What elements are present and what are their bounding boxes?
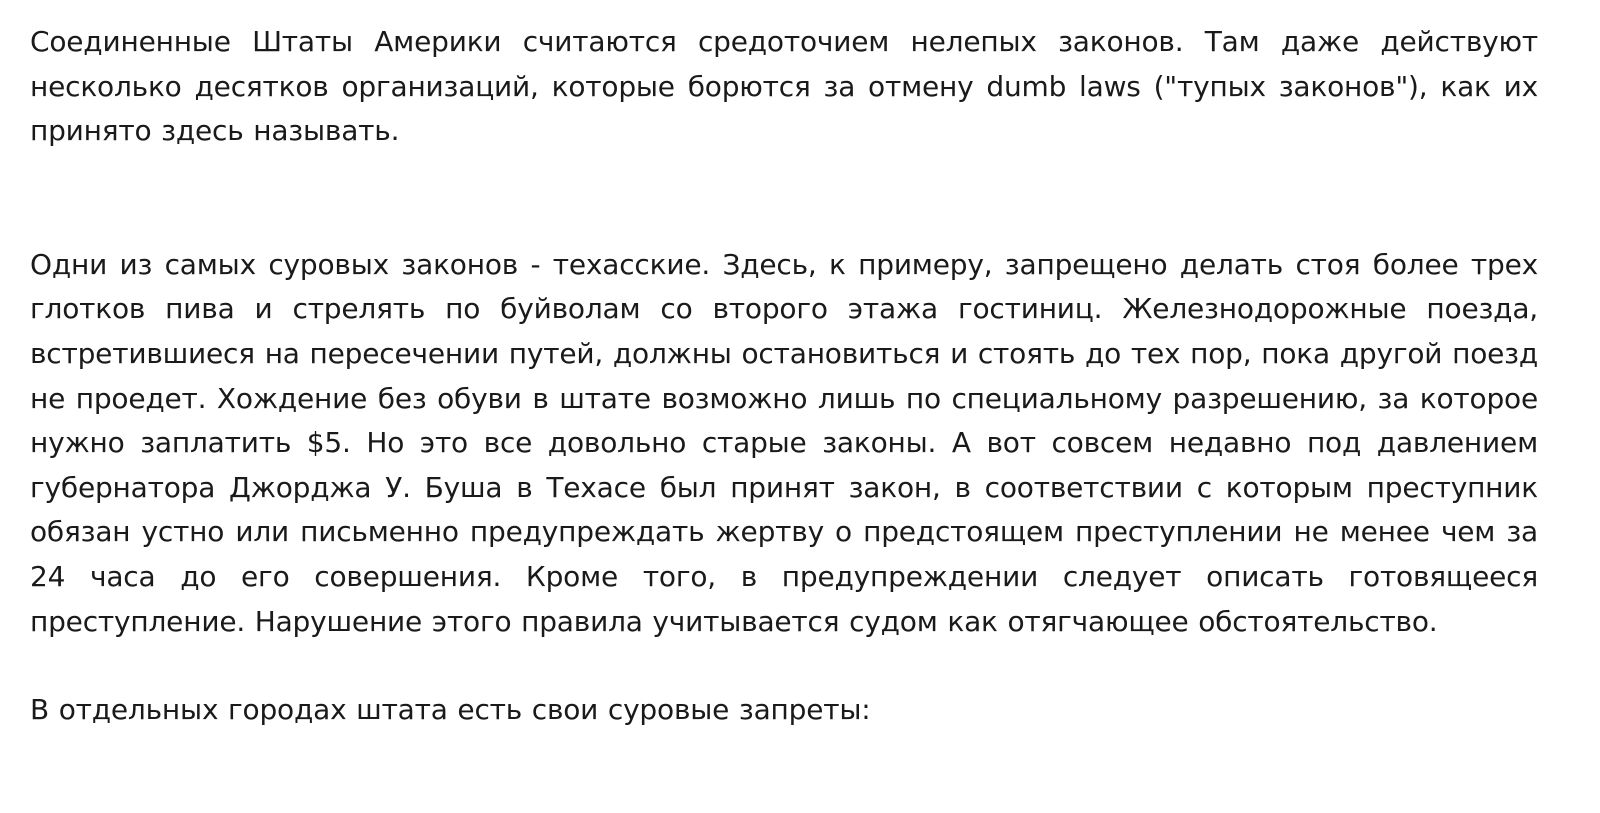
paragraph-texas-laws: Одни из самых суровых законов - техасские. Здесь, к примеру, запрещено делать стоя более трех глотков пива и стрелять по буйволам со второго этажа гостиниц. Железнодорожные поезда, встретившиеся на пересечении путей, должны остановиться и стоять до тех пор, пока другой поезд не проедет. Хождение без обуви в штате возможно лишь по специальному разрешению, за которое нужно заплатить $5. Но это все довольно старые законы. А вот совсем недавно под давлением губернатора Джорджа У. Буша в Техасе был принят закон, в соответствии с которым преступник обязан устно или письменно предупреждать жертву о предстоящем преступлении не менее чем за 24 часа до его совершения. Кроме того, в предупреждении следует описать готовящееся преступление. Нарушение этого правила учитывается судом как отягчающее обстоятельство. <box>30 247 1538 638</box>
paragraph-city-bans: В отдельных городах штата есть свои суровые запреты: <box>30 693 871 727</box>
document-body <box>30 20 1538 733</box>
paragraph-intro: Соединенные Штаты Америки считаются средоточием нелепых законов. Там даже действуют несколько десятков организаций, которые борются за отмену dumb laws ("тупых законов"), как их принято здесь называть. <box>30 25 1538 148</box>
